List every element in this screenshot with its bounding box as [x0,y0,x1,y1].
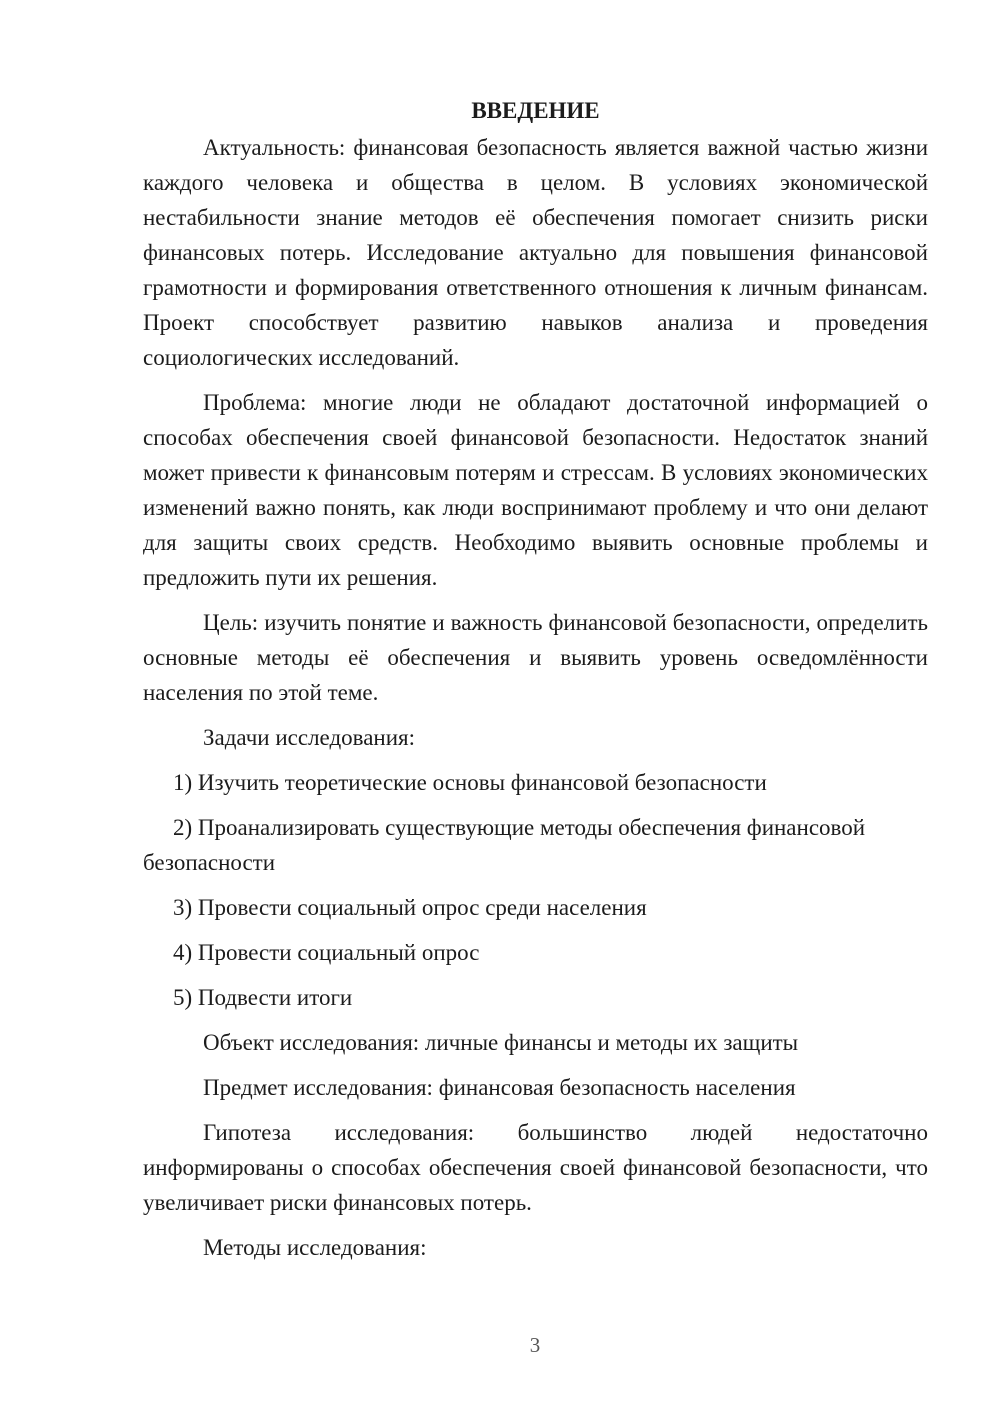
page-number: 3 [529,1333,541,1357]
task-item-3: 3) Провести социальный опрос среди населения [173,895,647,920]
page-title: ВВЕДЕНИЕ [471,98,600,123]
relevance-paragraph: Актуальность: финансовая безопасность является важной частью жизни каждого человека и общества в целом. В условиях экономической нестабильности знание методов её обеспечения помогает снизить риски финансовых потерь. Исследование актуально для повышения финансовой грамотности и формирования ответственного отношения к личным финансам. Проект способствует развитию навыков анализа и проведения социологических исследований. [143,135,928,370]
object-paragraph: Объект исследования: личные финансы и методы их защиты [203,1030,799,1055]
task-item-2: 2) Проанализировать существующие методы обеспечения финансовой безопасности [143,815,866,875]
task-item-1: 1) Изучить теоретические основы финансовой безопасности [173,770,767,795]
problem-paragraph: Проблема: многие люди не обладают достаточной информацией о способах обеспечения своей финансовой безопасности. Недостаток знаний может привести к финансовым потерям и стрессам. В условиях экономических изменений важно понять, как люди воспринимают проблему и что они делают для защиты своих средств. Необходимо выявить основные проблемы и предложить пути их решения. [143,390,928,590]
tasks-heading: Задачи исследования: [203,725,416,750]
hypothesis-paragraph: Гипотеза исследования: большинство людей недостаточно информированы о способах обеспечения своей финансовой безопасности, что увеличивает риски финансовых потерь. [143,1120,928,1215]
document-page [143,93,928,1275]
subject-paragraph: Предмет исследования: финансовая безопасность населения [203,1075,796,1100]
methods-heading: Методы исследования: [203,1235,427,1260]
task-item-4: 4) Провести социальный опрос [173,940,480,965]
goal-paragraph: Цель: изучить понятие и важность финансовой безопасности, определить основные методы её обеспечения и выявить уровень осведомлённости населения по этой теме. [143,610,928,705]
task-item-5: 5) Подвести итоги [173,985,353,1010]
